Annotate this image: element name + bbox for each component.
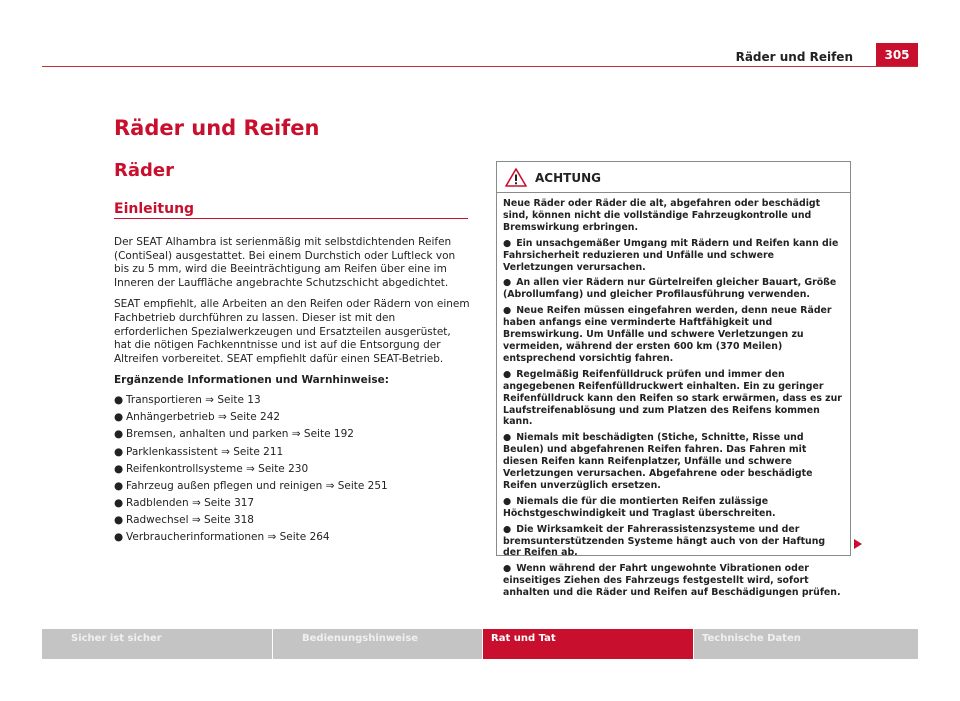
warning-item: ● Ein unsachgemäßer Umgang mit Rädern und Reifen kann die Fahrsicherheit reduzieren und Unfälle und schwere Verletzungen verursachen. — [503, 237, 839, 273]
bullet-icon: ● — [114, 531, 124, 544]
warning-box — [496, 161, 851, 599]
bullet-icon: ● — [114, 393, 124, 406]
bullet-icon: ● — [503, 368, 512, 380]
footer-tab-sicher[interactable]: Sicher ist sicher — [42, 629, 272, 659]
subsection-rule — [114, 218, 468, 219]
bullet-icon: ● — [114, 445, 124, 458]
warning-item: ● Niemals die für die montierten Reifen zulässige Höchstgeschwindigkeit und Traglast überschreiten. — [503, 495, 776, 519]
reference-item[interactable]: ● Anhängerbetrieb ⇒ Seite 242 — [114, 411, 281, 424]
subsection-title: Einleitung — [114, 201, 195, 217]
running-title: Räder und Reifen — [735, 50, 853, 64]
reference-item[interactable]: ● Parklenkassistent ⇒ Seite 211 — [114, 445, 284, 458]
reference-item[interactable]: ● Verbraucherinformationen ⇒ Seite 264 — [114, 531, 330, 544]
footer-tab-technische-daten[interactable]: Technische Daten — [693, 629, 918, 659]
bullet-icon: ● — [503, 563, 512, 575]
info-subheading: Ergänzende Informationen und Warnhinweise: — [114, 374, 389, 387]
reference-item[interactable]: ● Reifenkontrollsysteme ⇒ Seite 230 — [114, 462, 309, 475]
bullet-icon: ● — [503, 432, 512, 444]
chapter-title: Räder und Reifen — [114, 116, 320, 140]
bullet-icon: ● — [114, 411, 124, 424]
warning-lead: Neue Räder oder Räder die alt, abgefahren oder beschädigt sind, können nicht die vollständige Fahrzeugkontrolle und Bremswirkung erbringen. — [503, 198, 821, 233]
reference-item[interactable]: ● Radwechsel ⇒ Seite 318 — [114, 514, 254, 527]
bullet-icon: ● — [114, 514, 124, 527]
warning-header — [497, 162, 850, 193]
bullet-icon: ● — [503, 495, 512, 507]
intro-column — [114, 236, 470, 549]
warning-triangle-icon — [505, 168, 527, 187]
intro-paragraph-2: SEAT empfiehlt, alle Arbeiten an den Reifen oder Rädern von einem Fachbetrieb durchführen zu lassen. Dieser ist mit den erforderlichen Spezialwerkzeugen und Ersatzteilen ausgerüstet, hat die nötigen Fachkenntnisse und ist auf die Entsorgung der Altreifen vorbereitet. SEAT empfiehlt dafür einen SEAT-Betrieb. — [114, 298, 470, 365]
warning-item: ● Regelmäßig Reifenfülldruck prüfen und immer den angegebenen Reifenfülldruckwert einhalten. Ein zu geringer Reifenfülldruck kann den Reifen so stark erwärmen, dass es zur Laufstreifenablösung und zum Platzen des Reifens kommen kann. — [503, 368, 842, 428]
bullet-icon: ● — [114, 462, 124, 475]
footer-tab-rat-und-tat[interactable]: Rat und Tat — [482, 629, 693, 659]
bullet-icon: ● — [503, 237, 512, 249]
reference-item[interactable]: ● Transportieren ⇒ Seite 13 — [114, 393, 261, 406]
warning-body — [497, 193, 850, 599]
section-title: Räder — [114, 160, 174, 181]
bullet-icon: ● — [503, 523, 512, 535]
bullet-icon: ● — [503, 277, 512, 289]
footer-tab-bedienung[interactable]: Bedienungshinweise — [272, 629, 482, 659]
warning-item: ● An allen vier Rädern nur Gürtelreifen gleicher Bauart, Größe (Abrollumfang) und gleicher Profilausführung verwenden. — [503, 277, 837, 301]
bullet-icon: ● — [503, 305, 512, 317]
header-rule — [42, 66, 918, 67]
bullet-icon: ● — [114, 497, 124, 510]
warning-item: ● Niemals mit beschädigten (Stiche, Schnitte, Risse und Beulen) und abgefahrenen Reifen fahren. Das Fahren mit diesen Reifen kann Reifenplatzer, Unfälle und schwere Verletzungen verursachen. Abgefahrene oder beschädigte Reifen unverzüglich ersetzen. — [503, 432, 813, 491]
footer-nav — [42, 629, 918, 659]
reference-item[interactable]: ● Bremsen, anhalten und parken ⇒ Seite 192 — [114, 428, 354, 441]
reference-item[interactable]: ● Fahrzeug außen pflegen und reinigen ⇒ Seite 251 — [114, 479, 388, 492]
bullet-icon: ● — [114, 428, 124, 441]
reference-item[interactable]: ● Radblenden ⇒ Seite 317 — [114, 497, 255, 510]
page-number: 305 — [876, 43, 918, 66]
bullet-icon: ● — [114, 479, 124, 492]
warning-title: ACHTUNG — [535, 171, 601, 185]
intro-paragraph-1: Der SEAT Alhambra ist serienmäßig mit selbstdichtenden Reifen (ContiSeal) ausgestattet. Bei einem Durchstich oder Luftleck von bis zu 5 mm, wird die Beeinträchtigung am Reifen über eine im Inneren der Lauffläche angebrachte Schutzschicht abgedichtet. — [114, 236, 456, 289]
warning-item: ● Wenn während der Fahrt ungewohnte Vibrationen oder einseitiges Ziehen des Fahrzeugs festgestellt wird, sofort anhalten und die Räder und Reifen auf Beschädigungen prüfen. — [503, 563, 841, 599]
continue-arrow-icon — [854, 539, 862, 549]
reference-list — [114, 394, 470, 545]
warning-item: ● Neue Reifen müssen eingefahren werden, denn neue Räder haben anfangs eine verminderte Haftfähigkeit und Bremswirkung. Um Unfälle und schwere Verletzungen zu vermeiden, während der ersten 600 km (370 Meilen) entsprechend vorsichtig fahren. — [503, 305, 832, 364]
warning-item: ● Die Wirksamkeit der Fahrerassistenzsysteme und der bremsunterstützenden Systeme hängt auch von der Haftung der Reifen ab. — [503, 523, 826, 559]
